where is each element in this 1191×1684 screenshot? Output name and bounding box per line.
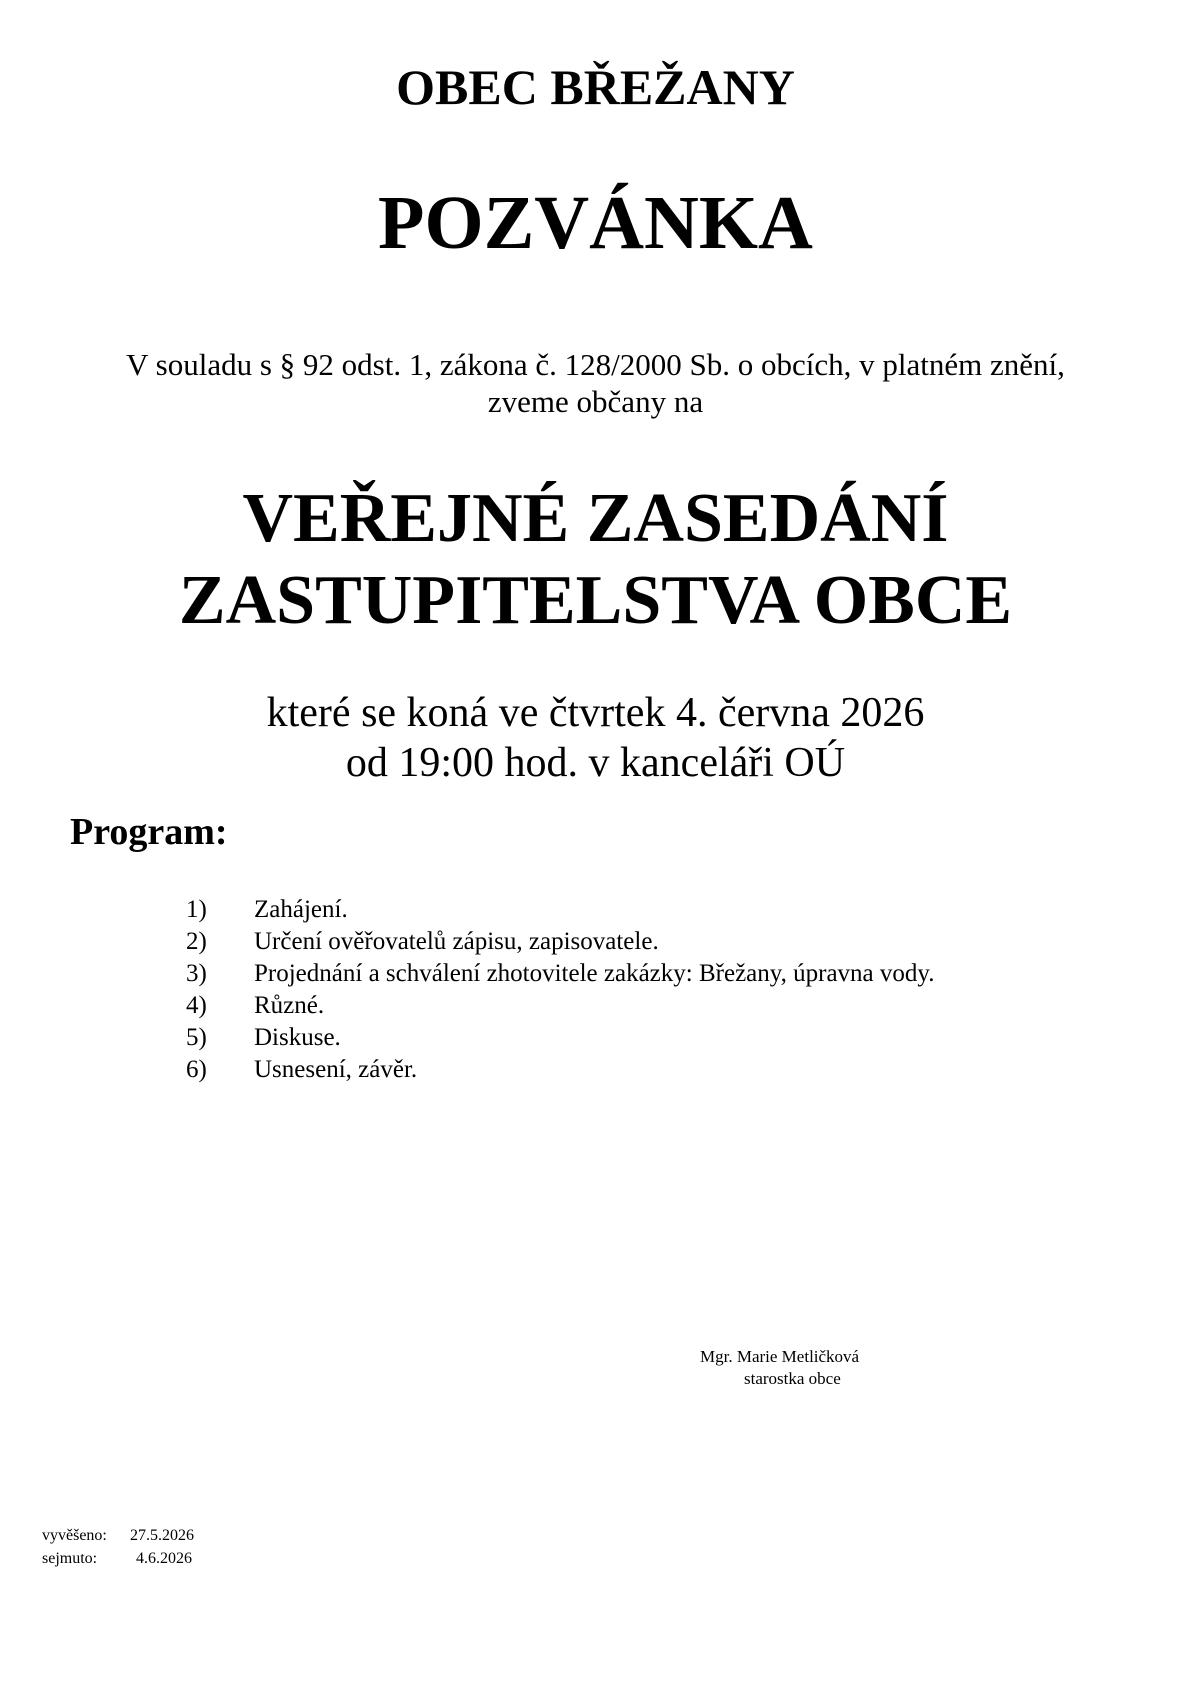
removed-date: 4.6.2026 — [136, 1550, 192, 1567]
removed-label: sejmuto: — [42, 1550, 98, 1567]
program-item — [186, 926, 935, 958]
program-item-text: Diskuse. — [254, 1024, 341, 1051]
event-date-place — [0, 688, 1191, 788]
event-title-line-2: ZASTUPITELSTVA OBCE — [178, 562, 1013, 639]
program-item-number: 5) — [186, 1024, 207, 1051]
event-title-line-1: VEŘEJNÉ ZASEDÁNÍ — [242, 480, 949, 557]
posted-date: 27.5.2026 — [130, 1527, 194, 1544]
program-heading: Program: — [70, 811, 228, 853]
program-list — [186, 894, 935, 1086]
program-item — [186, 894, 935, 926]
program-item-number: 4) — [186, 992, 207, 1019]
program-item-text: Určení ověřovatelů zápisu, zapisovatele. — [254, 928, 659, 955]
program-item — [186, 958, 935, 990]
program-item-number: 2) — [186, 928, 207, 955]
program-item-text: Různé. — [254, 992, 325, 1019]
posted-row — [42, 1524, 194, 1547]
signatory-role: starostka obce — [744, 1369, 841, 1388]
event-place-line: od 19:00 hod. v kanceláři OÚ — [345, 740, 846, 786]
program-item — [186, 990, 935, 1022]
posting-dates — [42, 1524, 194, 1570]
removed-row — [42, 1547, 194, 1570]
program-item-text: Zahájení. — [254, 896, 348, 923]
document-title: POZVÁNKA — [378, 181, 813, 265]
program-item-number: 1) — [186, 896, 207, 923]
program-item — [186, 1022, 935, 1054]
signatory-name: Mgr. Marie Metličková — [700, 1347, 860, 1366]
program-item — [186, 1054, 935, 1086]
legal-basis-line-1: V souladu s § 92 odst. 1, zákona č. 128/2000 Sb. o obcích, v platném znění, — [126, 347, 1065, 382]
posted-label: vyvěšeno: — [42, 1527, 107, 1544]
legal-basis-text — [0, 346, 1191, 420]
signature-block — [700, 1346, 859, 1390]
program-item-text: Projednání a schválení zhotovitele zakázky: Břežany, úpravna vody. — [254, 960, 935, 987]
municipality-name: OBEC BŘEŽANY — [396, 59, 795, 115]
legal-basis-line-2: zveme občany na — [487, 384, 704, 419]
program-item-number: 6) — [186, 1056, 207, 1083]
event-title — [0, 478, 1191, 642]
program-item-number: 3) — [186, 960, 207, 987]
event-date-line: které se koná ve čtvrtek 4. června 2026 — [266, 690, 925, 736]
program-item-text: Usnesení, závěr. — [254, 1056, 418, 1083]
